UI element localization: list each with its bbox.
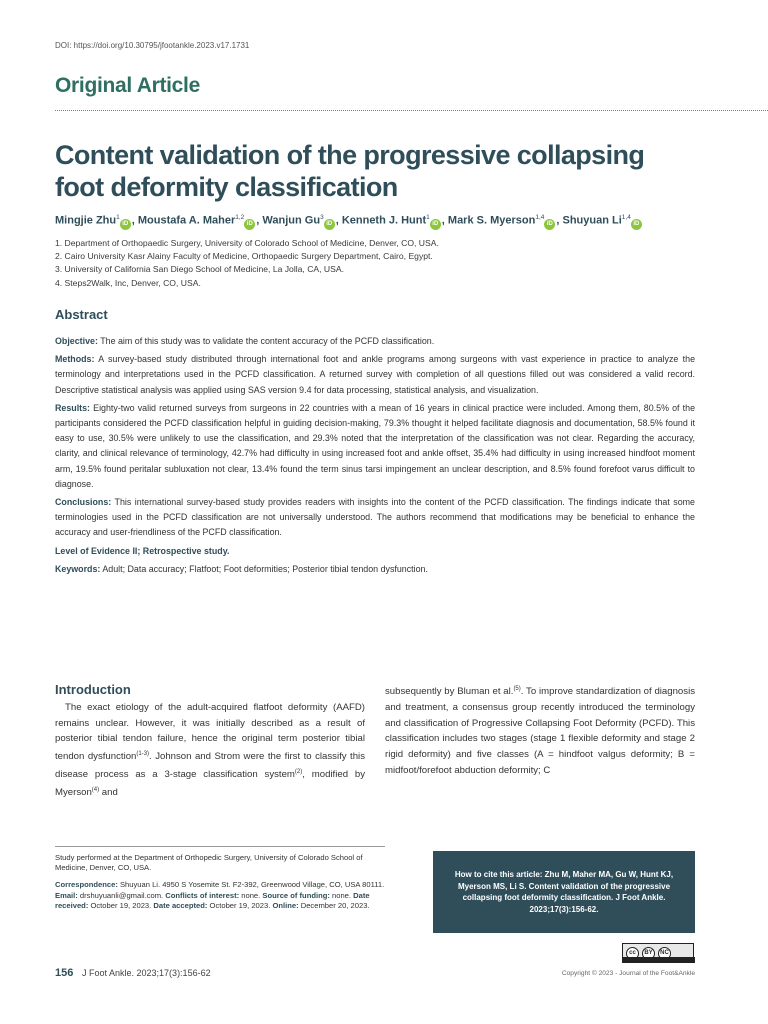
abstract-methods: Methods: A survey-based study distributed through international foot and ankle programs among surgeons with vast experience in practice to analyze the terminology and interpretations used in the PCFD classification. A returned survey with completion of all questions filled out was considered a valid record. Descriptive statistical analysis was applied using SAS version 9.4 for data processing, statistical analysis, and visualization. [55,354,695,395]
doi-link[interactable]: DOI: https://doi.org/10.30795/jfootankle.2023.v17.1731 [55,41,250,50]
abstract-conclusions: Conclusions: This international survey-based study provides readers with insights into the content of the PCFD classification. The findings indicate that some terminologies used in the PCFD classification are not universally understood. The authors recommend that modifications may be beneficial to enhance the accuracy and user-friendliness of the PCFD classification. [55,497,695,538]
correspondence: Correspondence: Shuyuan Li. 4950 S Yosemite St. F2-392, Greenwood Village, CO, USA 80111. Email: drshuyuanli@gmail.com. Conflicts of interest: none. Source of funding: none. Date received: October 19, 2023. Date accepted: October 19, 2023. Online: December 20, 2023. [55,880,385,910]
affiliation: 3. University of California San Diego School of Medicine, La Jolla, CA, USA. [55,264,344,275]
level-of-evidence: Level of Evidence II; Retrospective study. [55,545,230,556]
cc-icon: cc [626,947,639,960]
affiliation: 1. Department of Orthopaedic Surgery, University of Colorado School of Medicine, Denver, CO, USA. [55,238,439,248]
reference-link[interactable]: (4) [91,786,100,793]
email-link[interactable]: drshuyuanli@gmail.com. [77,890,164,900]
author-name: Kenneth J. Hunt [341,214,427,227]
affiliation-list [55,237,439,290]
footnote [55,853,385,918]
reference-link[interactable]: (5) [513,686,521,692]
keywords: Keywords: Adult; Data accuracy; Flatfoot; Foot deformities; Posterior tibial tendon dysfunction. [55,563,428,574]
by-icon: BY [642,947,655,960]
copyright: Copyright © 2023 - Journal of the Foot&Ankle [561,970,695,977]
orcid-icon[interactable]: iD [120,219,131,230]
abstract-objective: Objective: The aim of this study was to validate the content accuracy of the PCFD classification. [55,336,435,346]
orcid-icon[interactable]: iD [324,219,335,230]
cc-license-badge[interactable] [622,943,694,963]
page-number: 156 [55,967,74,979]
author-name: Moustafa A. Maher [137,214,236,227]
author-name: Mark S. Myerson [447,214,536,227]
intro-right-column: subsequently by Bluman et al.$^{(5)}$. To improve standardization of diagnosis and treatment, a consensus group recently introduced the terminology and classification of Progressive Collapsing Foot Deformity (PCFD). This classification includes two stages (stage 1 flexible deformity and stage 2 rigid deformity) and five classes (A = hindfoot valgus deformity; B = midfoot/forefoot abduction deformity; C [385,686,695,776]
intro-left-column: The exact etiology of the adult-acquired flatfoot deformity (AAFD) remains unclear. However, it was initially described as a result of posterior tibial tendon failure, hence the original term posterior tibial tendon dysfunction$^{(1-3)}$. Johnson and Strom were the first to classify this disease process as a 3-stage classification system$^{(2)}$, modified by Myerson$^{(4)}$ and [55,702,365,799]
license-strip [623,957,695,963]
header-divider [55,110,768,111]
orcid-icon[interactable]: iD [430,219,441,230]
reference-link[interactable]: (2) [294,769,303,775]
footnote-divider [55,846,385,847]
abstract-heading: Abstract [55,307,108,322]
author-name: Wanjun Gu [262,214,321,227]
orcid-icon[interactable]: iD [544,219,555,230]
abstract-results: Results: Eighty-two valid returned surveys from surgeons in 22 countries with a mean of 16 years in clinical practice were included. Among them, 80.5% of the participants considered the PCFD classification helpful in guiding decision-making, 79.3% thought it helped facilitate diagnosis and documentation, 58.5% found it easy to use, 30.5% were unlikely to use the classification, and 29.3% noted that the interpretation of the classification was not clear. Regarding the accuracy, clarity, and clinical relevance of terminology, 42.7% had difficulty in using increased foot and ankle offset, 35.4% had difficulty in using increased hindfoot moment arm, 19.5% found peritalar subluxation not clear, 13.4% found the term sinus tarsi impingement an unclear description, and 8.5% found forefoot varus difficult to diagnose. [55,402,695,489]
author-name: Shuyuan Li [562,214,622,227]
journal-citation: J Foot Ankle. 2023;17(3):156-62 [82,968,211,978]
how-to-cite-box: How to cite this article: Zhu M, Maher MA, Gu W, Hunt KJ, Myerson MS, Li S. Content validation of the progressive collapsing foot deformity classification. J Foot Ankle. 2023;17(3):156-62. [433,851,695,933]
article-title: Content validation of the progressive collapsing foot deformity classification [55,140,645,202]
study-location: Study performed at the Department of Orthopedic Surgery, University of Colorado School of Medicine, Denver, CO, USA. [55,853,363,873]
introduction-heading: Introduction [55,682,131,697]
author-name: Mingjie Zhu [55,214,117,227]
author-list: Mingjie Zhu$^1$iD , Moustafa A. Maher$^{1,2}$iD , Wanjun Gu$^3$iD , Kenneth J. Hunt$^1$iD , Mark S. Myerson$^{1,4}$iD , Shuyuan Li$^{1,4}$iD [55,214,643,230]
reference-link[interactable]: (1-3) [136,751,150,758]
affiliation: 2. Cairo University Kasr Alainy Faculty of Medicine, Orthopaedic Surgery Department, Cairo, Egypt. [55,251,433,262]
orcid-icon[interactable]: iD [631,219,642,230]
affiliation: 4. Steps2Walk, Inc, Denver, CO, USA. [55,277,201,288]
section-label: Original Article [55,74,200,97]
orcid-icon[interactable]: iD [244,219,255,230]
abstract-body [55,334,695,580]
nc-icon: NC [658,947,671,960]
